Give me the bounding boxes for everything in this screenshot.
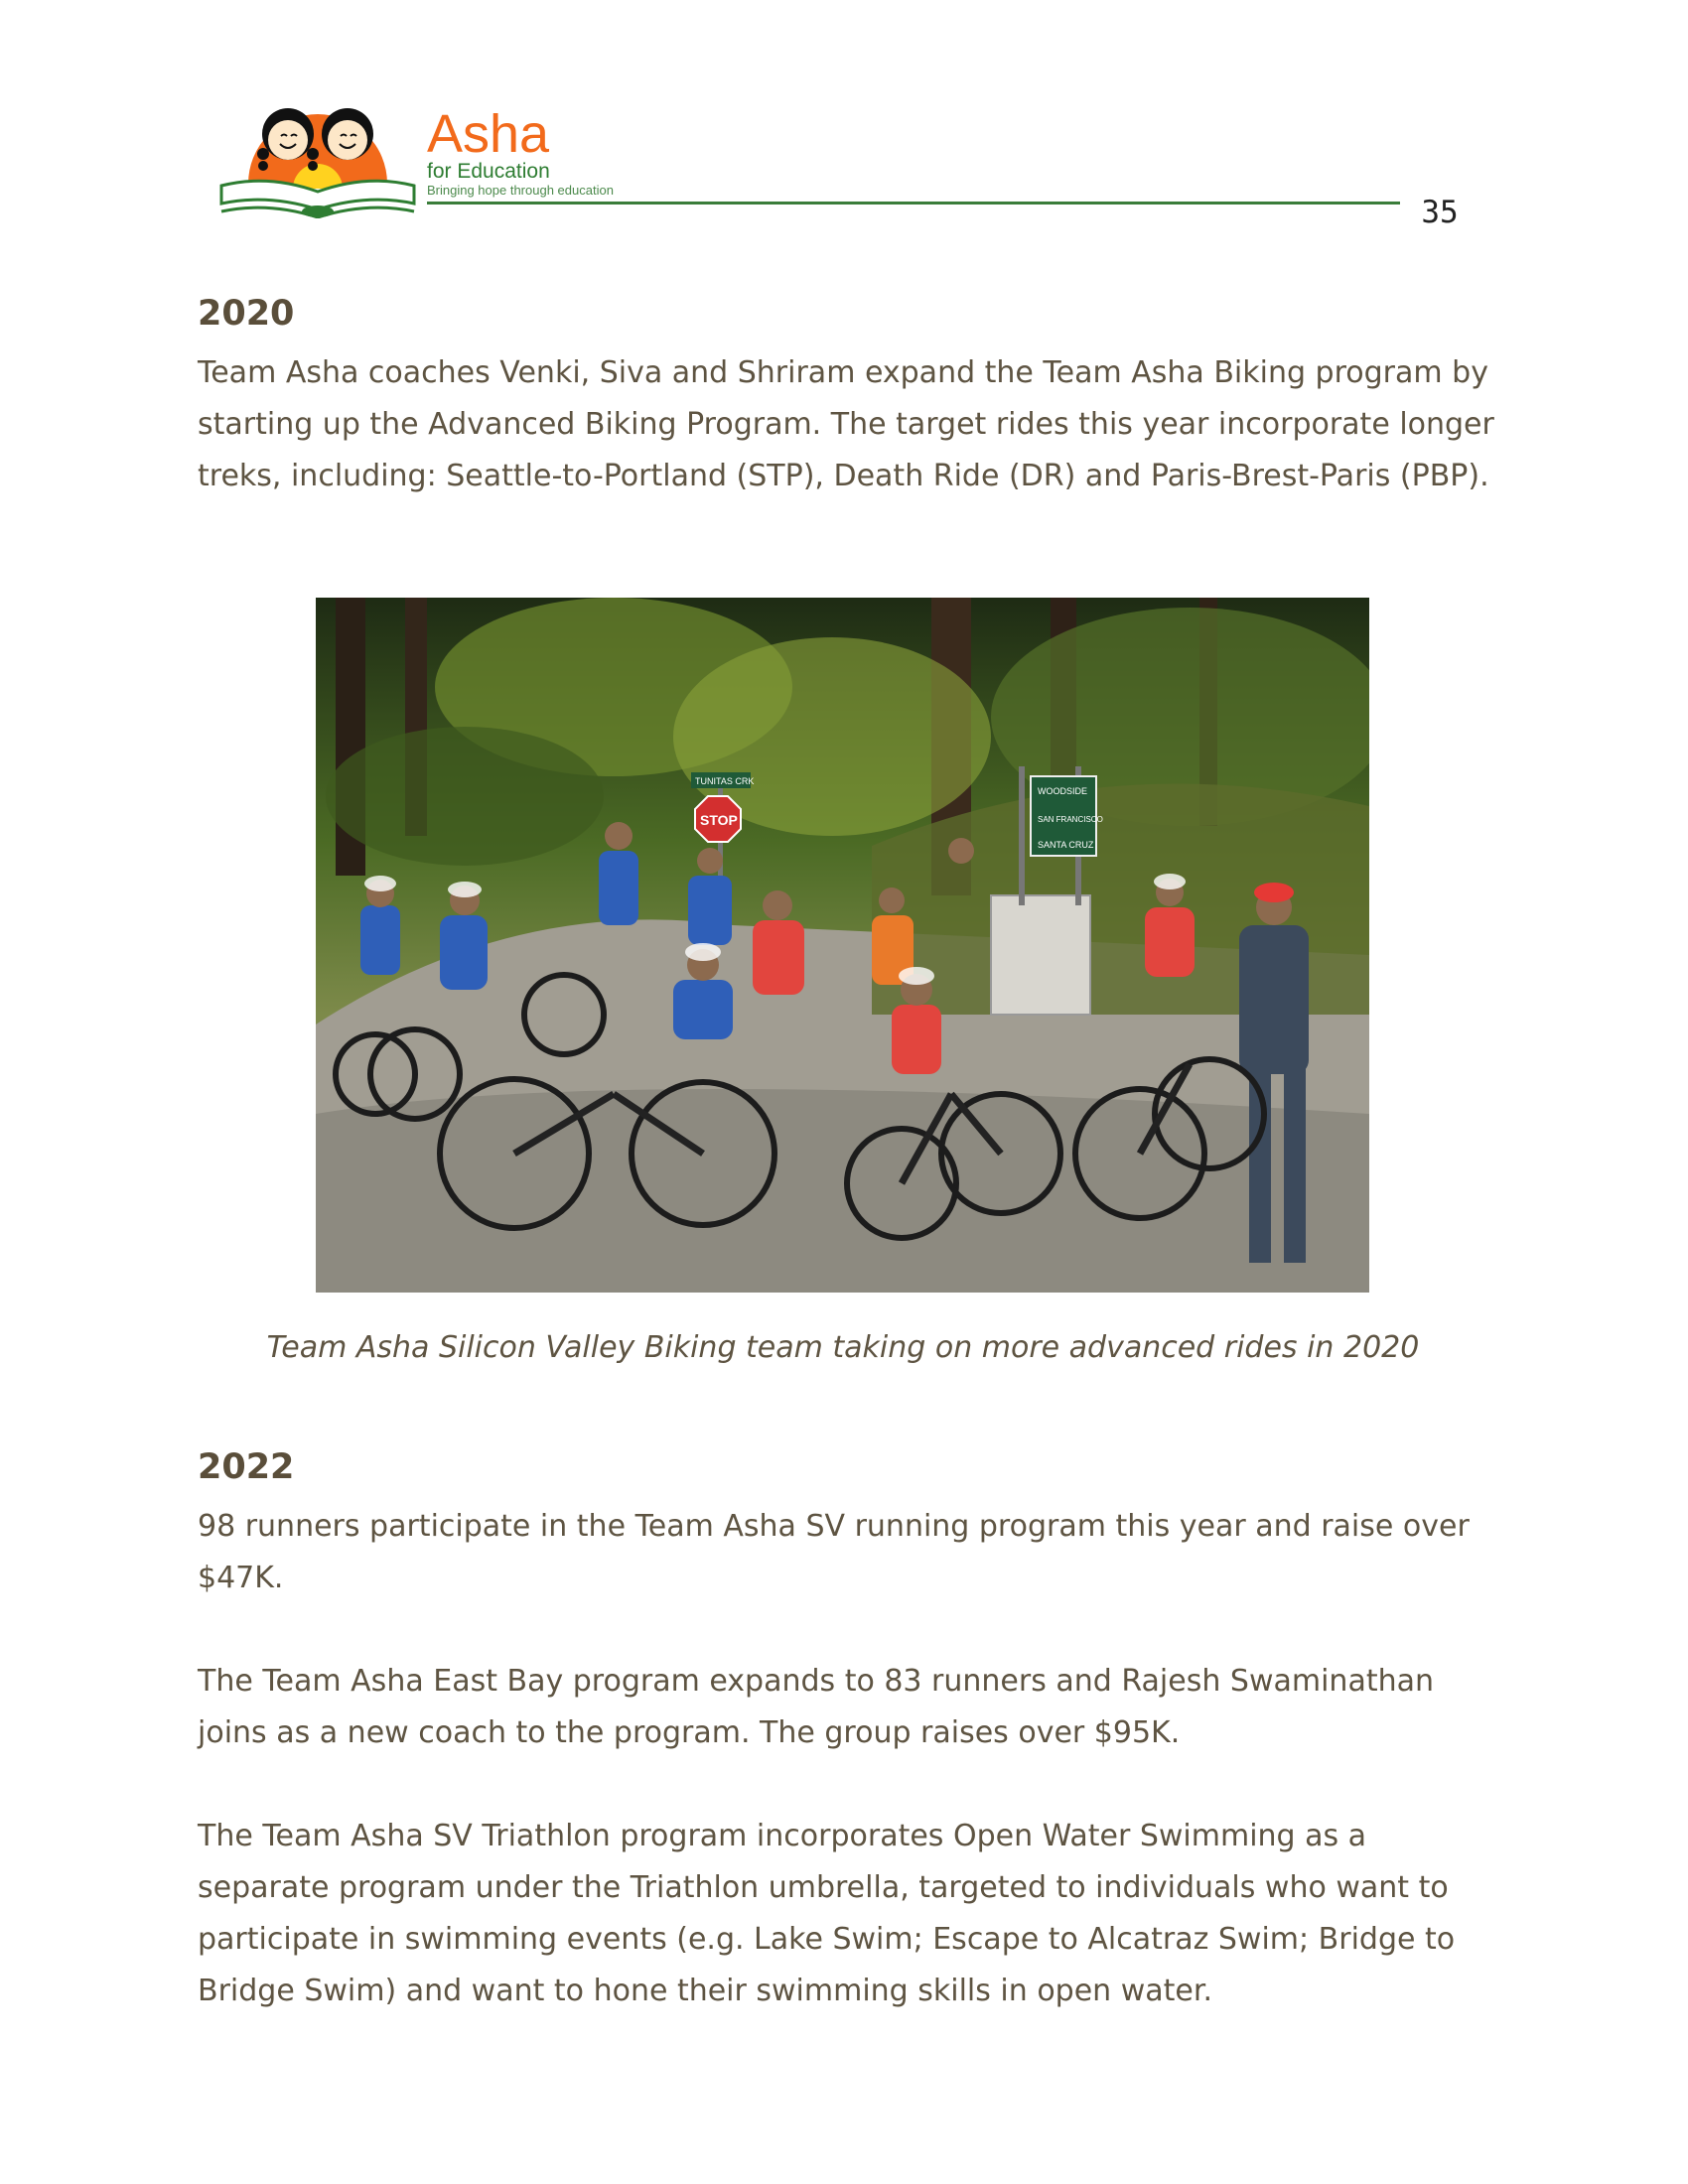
sign-sf-text: SAN FRANCISCO <box>1038 815 1103 824</box>
brand-subtitle: for Education <box>427 160 550 183</box>
photo-caption: Team Asha Silicon Valley Biking team taking on more advanced rides in 2020 <box>266 1330 1420 1365</box>
sign-street-text: TUNITAS CRK <box>695 776 755 786</box>
stop-sign-text: STOP <box>700 812 738 828</box>
brand-name: Asha <box>427 104 550 164</box>
team-biking-photo <box>316 598 1369 1293</box>
sign-woodside-text: WOODSIDE <box>1038 786 1088 796</box>
paragraph-2022-east-bay: The Team Asha East Bay program expands to 83 runners and Rajesh Swaminathan joins as a new coach to the program. The group raises over $95K. <box>198 1664 1434 1750</box>
page-number: 35 <box>1421 195 1459 230</box>
paragraph-2022-triathlon: The Team Asha SV Triathlon program incorporates Open Water Swimming as a separate program under the Triathlon umbrella, targeted to individuals who want to participate in swimming events (e.g. Lake Swim; Escape to Alcatraz Swim; Bridge to Bridge Swim) and want to hone their swimming skills in open water. <box>198 1819 1456 2008</box>
asha-logo <box>213 94 422 218</box>
paragraph-2022-running: 98 runners participate in the Team Asha SV running program this year and raise over $47K. <box>198 1509 1470 1595</box>
year-heading-2022: 2022 <box>198 1447 295 1487</box>
header-rule <box>427 202 1400 205</box>
photo-illustration <box>316 598 1369 1293</box>
sign-santacruz-text: SANTA CRUZ <box>1038 840 1094 850</box>
year-heading-2020: 2020 <box>198 294 295 334</box>
paragraph-2020: Team Asha coaches Venki, Siva and Shriram expand the Team Asha Biking program by starting up the Advanced Biking Program. The target rides this year incorporate longer treks, including: Seattle-to-Portland (STP), Death Ride (DR) and Paris-Brest-Paris (PBP). <box>198 355 1494 493</box>
brand-tagline: Bringing hope through education <box>427 183 614 198</box>
